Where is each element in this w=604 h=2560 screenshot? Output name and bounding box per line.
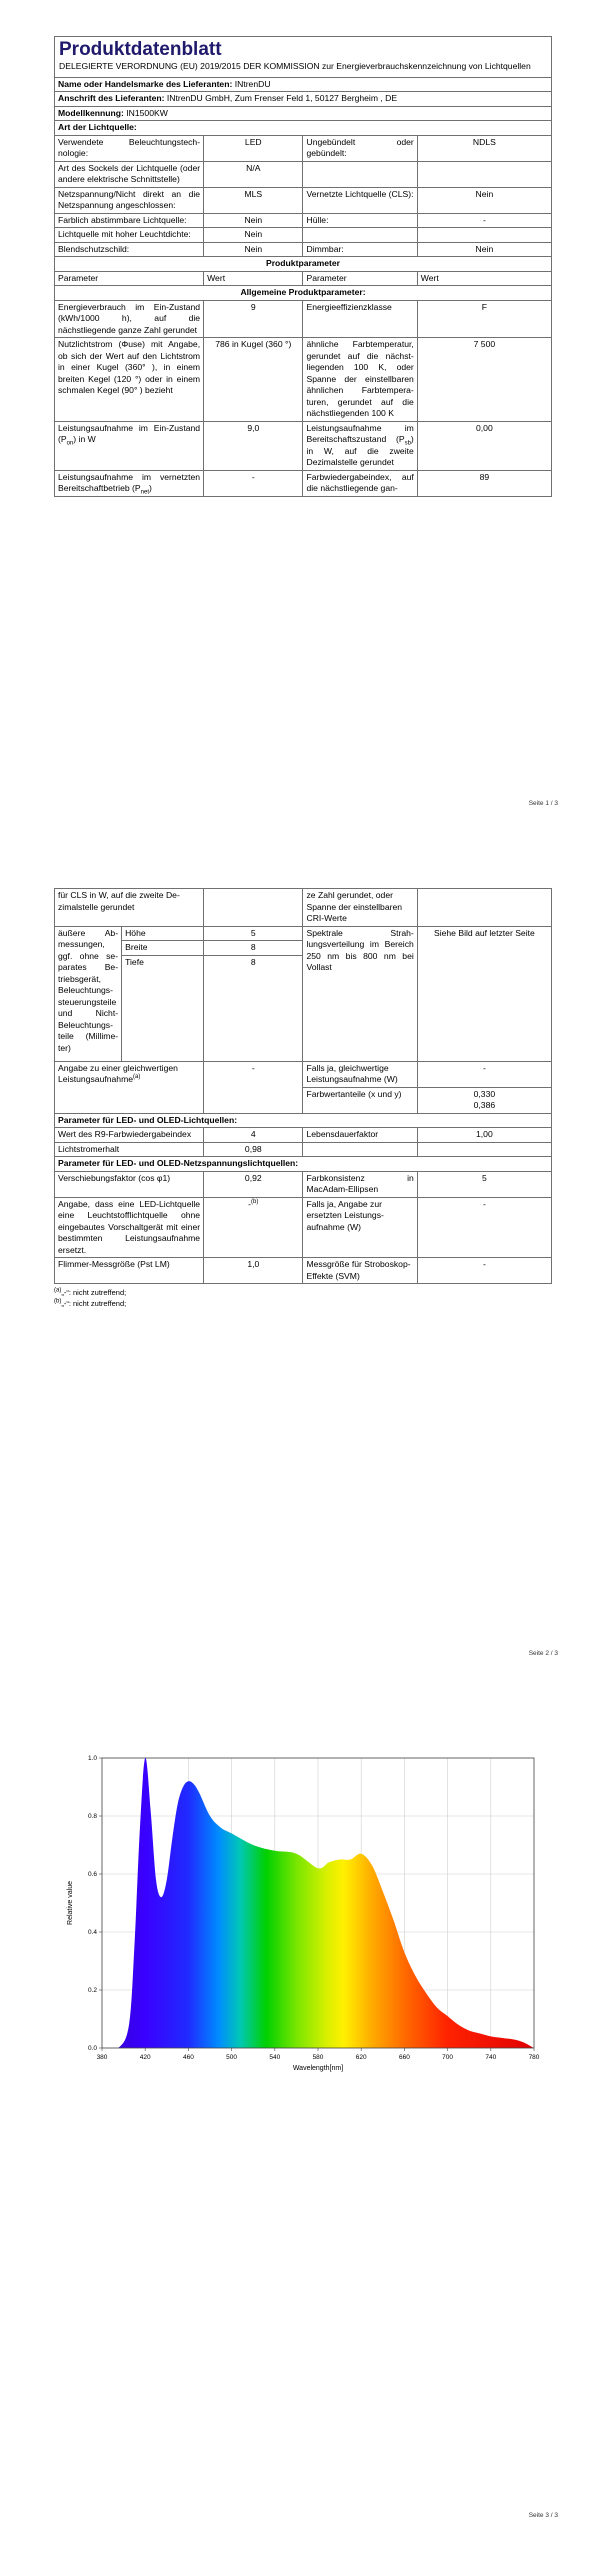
x-tick-label: 780 [528, 2054, 540, 2061]
x-tick-label: 380 [96, 2054, 108, 2061]
y-tick-label: 0.4 [87, 1929, 97, 1937]
general-label: Nutzlichtstrom (Φuse) mit Angabe, ob sich der Wert auf den Lichtstrom in einer Kugel (360° ), in einem breiten Kegel (120 °) oder in einem schmalen Kegel (90° ) bezieht [55, 338, 204, 422]
general-row [55, 300, 552, 338]
dimensions-label: äußere Abmessungen, ggf. ohne separates Betriebsgerät, Beleuchtungssteuerungsteile und Nicht-Beleuchtungsteile (Millimeter) [55, 926, 122, 1061]
equivalent-power-row [55, 1061, 552, 1087]
title-block [54, 36, 552, 77]
type-value: Nein [204, 228, 303, 243]
footnote-mark-b: (b) [54, 1298, 62, 1304]
dimension-value: 8 [204, 941, 303, 956]
type-section-row [55, 121, 552, 136]
equivalent-power-label-cell [55, 1061, 204, 1113]
type-label: Farblich abstimmbare Lichtquelle: [55, 213, 204, 228]
led-value: 0,98 [204, 1142, 303, 1157]
led-section-heading: Parameter für LED- und OLED-Lichtquellen: [55, 1113, 552, 1128]
footnote-mark-a: (a) [54, 1287, 62, 1294]
mains-label: Angabe, dass eine LED-Lichtquelle eine Leuchtstofflichtquelle ohne eingebautes Vorschaltgerät mit einer bestimmten Leistungsaufnahme ersetzt. [55, 1197, 204, 1258]
led-value: 4 [204, 1128, 303, 1143]
dimension-name: Breite [122, 941, 204, 956]
model-id: IN1500KW [126, 107, 168, 118]
x-tick-label: 660 [398, 2054, 410, 2061]
supplier-address-cell [55, 92, 552, 107]
continued-value-2 [417, 889, 551, 927]
type-value: LED [204, 135, 303, 161]
mains-row [55, 1258, 552, 1284]
column-header-value: Wert [204, 271, 303, 286]
supplier-name-label: Name oder Handelsmarke des Lieferanten: [58, 78, 233, 89]
footnote-a [54, 1288, 552, 1299]
general-section-row [55, 286, 552, 301]
y-tick-label: 0.0 [87, 2045, 97, 2053]
footnote-ref-a: (a) [133, 1074, 141, 1081]
mains-value: 0,92 [204, 1171, 303, 1197]
type-value-2: NDLS [417, 135, 551, 161]
footnote-a-text: „-“: nicht zutreffend; [61, 1288, 127, 1297]
type-row [55, 187, 552, 213]
chromaticity-values [417, 1087, 551, 1113]
general-label: Leistungsaufnahme im vernetzten Bereitschaftbetrieb $(P_{net})$ [55, 470, 204, 496]
param-section-heading: Produktparameter [55, 257, 552, 272]
model-cell [55, 106, 552, 121]
general-label: Leistungsaufnahme im Ein-Zustand $(P_{on})$ in W [55, 421, 204, 470]
mains-label-2: Farbkonsistenz in MacAdam-Ellipsen [303, 1171, 417, 1197]
general-label-2: Farbwiedergabeindex, auf die nächstliegende gan- [303, 470, 417, 496]
equivalent-power-value-2: - [417, 1061, 551, 1087]
column-header-parameter: Parameter [303, 271, 417, 286]
led-value-2 [417, 1142, 551, 1157]
type-row [55, 161, 552, 187]
type-value-2: - [417, 213, 551, 228]
led-section-row [55, 1113, 552, 1128]
type-label-2 [303, 161, 417, 187]
type-label-2: Ungebündelt oder gebündelt: [303, 135, 417, 161]
column-header-row [55, 271, 552, 286]
page-number: Seite 2 / 3 [528, 1650, 558, 1657]
led-label-2 [303, 1142, 417, 1157]
y-axis-label: Relative value [67, 1881, 74, 1925]
mains-value-2: - [417, 1197, 551, 1258]
led-row [55, 1128, 552, 1143]
page-number: Seite 3 / 3 [528, 2512, 558, 2519]
type-value: Nein [204, 213, 303, 228]
spectral-value: Siehe Bild auf letzter Seite [417, 926, 551, 1061]
y-tick-label: 1.0 [87, 1755, 97, 1763]
x-tick-label: 620 [355, 2054, 367, 2061]
spectrum-chart-svg [60, 1750, 550, 2080]
spectrum-chart [60, 1750, 550, 2080]
type-value: N/A [204, 161, 303, 187]
continued-row [55, 889, 552, 927]
mains-row [55, 1197, 552, 1258]
type-value: MLS [204, 187, 303, 213]
general-row [55, 470, 552, 496]
mains-value-2: 5 [417, 1171, 551, 1197]
x-tick-label: 460 [182, 2054, 194, 2061]
type-section-heading: Art der Lichtquelle: [55, 121, 552, 136]
general-value-2: F [417, 300, 551, 338]
type-value-2: Nein [417, 242, 551, 257]
datasheet-page-1 [54, 36, 552, 497]
x-tick-label: 420 [139, 2054, 151, 2061]
type-value: Nein [204, 242, 303, 257]
page-number: Seite 1 / 3 [528, 800, 558, 807]
x-tick-label: 580 [312, 2054, 324, 2061]
type-row [55, 228, 552, 243]
footnotes [54, 1288, 552, 1309]
led-label: Wert des R9-Farbwiedergabeindex [55, 1128, 204, 1143]
mains-value-2: - [417, 1258, 551, 1284]
dimension-value: 5 [204, 926, 303, 941]
equivalent-power-label-2: Falls ja, gleichwertige Leistungsaufnahme (W) [303, 1061, 417, 1087]
type-row [55, 213, 552, 228]
datasheet-page-2 [54, 888, 552, 1309]
dimension-value: 8 [204, 955, 303, 1061]
general-label: Energieverbrauch im Ein-Zustand (kWh/1000 h), auf die nächstliegende ganze Zahl gerundet [55, 300, 204, 338]
type-value-2 [417, 161, 551, 187]
page-title: Produktdatenblatt [59, 39, 222, 60]
mains-section-row [55, 1157, 552, 1172]
mains-label: Flimmer-Messgröße (Pst LM) [55, 1258, 204, 1284]
type-value-2: Nein [417, 187, 551, 213]
dimension-row [55, 926, 552, 941]
general-value: 9,0 [204, 421, 303, 470]
supplier-name-row [55, 77, 552, 92]
type-row [55, 242, 552, 257]
dimension-name: Tiefe [122, 955, 204, 1061]
y-tick-label: 0.2 [87, 1987, 97, 1995]
dimension-name: Höhe [122, 926, 204, 941]
chromaticity-y: 0,386 [473, 1100, 496, 1110]
column-header-parameter: Parameter [55, 271, 204, 286]
continued-value [204, 889, 303, 927]
equivalent-power-label: Angabe zu einer gleichwertigen Leistungsaufnahme [58, 1062, 178, 1084]
footnote-b [54, 1299, 552, 1310]
x-tick-label: 700 [442, 2054, 454, 2061]
datasheet-table-2 [54, 888, 552, 1284]
supplier-address-label: Anschrift des Lieferanten: [58, 93, 165, 103]
mains-row [55, 1171, 552, 1197]
mains-label: Verschiebungsfaktor (cos φ1) [55, 1171, 204, 1197]
type-value-2 [417, 228, 551, 243]
supplier-address: INtrenDU GmbH, Zum Frenser Feld 1, 50127 Bergheim , DE [166, 93, 398, 103]
type-label-2 [303, 228, 417, 243]
continued-label: für CLS in W, auf die zweite Dezimalstelle gerundet [55, 889, 204, 927]
general-value: 9 [204, 300, 303, 338]
general-row [55, 338, 552, 422]
general-label-2: Leistungsaufnahme im Bereitschaftszustand $(P_{sb})$ in W, auf die zweite Dezimalstelle gerundet [303, 421, 417, 470]
y-tick-label: 0.6 [87, 1871, 97, 1879]
x-tick-label: 740 [485, 2054, 497, 2061]
x-tick-label: 540 [269, 2054, 281, 2061]
type-label: Netzspannung/Nicht direkt an die Netzspannung angeschlossen: [55, 187, 204, 213]
x-axis-label: Wavelength[nm] [292, 2065, 344, 2072]
type-label-2: Dimmbar: [303, 242, 417, 257]
general-label-2: ähnliche Farbtemperatur, gerundet auf die nächstliegenden 100 K, oder Spanne der einstellbaren ähnlichen Farbtemperaturen, gerundet auf die nächstliegenden 100 K [303, 338, 417, 422]
supplier-name-cell [55, 77, 552, 92]
type-label-2: Hülle: [303, 213, 417, 228]
led-row [55, 1142, 552, 1157]
mains-label-2: Messgröße für Stroboskop-Effekte (SVM) [303, 1258, 417, 1284]
general-value-2: 0,00 [417, 421, 551, 470]
spectral-label: Spektrale Strahlungsverteilung im Bereich 250 nm bis 800 nm bei Vollast [303, 926, 417, 1061]
column-header-value: Wert [417, 271, 551, 286]
mains-value: 1,0 [204, 1258, 303, 1284]
general-section-heading: Allgemeine Produktparameter: [55, 286, 552, 301]
mains-label-2: Falls ja, Angabe zur ersetzten Leistungsaufnahme (W) [303, 1197, 417, 1258]
chromaticity-label: Farbwertanteile (x und y) [303, 1087, 417, 1113]
general-row [55, 421, 552, 470]
continued-label-2: ze Zahl gerundet, oder Spanne der einstellbaren CRI-Werte [303, 889, 417, 927]
type-label: Art des Sockels der Lichtquelle (oder andere elektrische Schnittstelle) [55, 161, 204, 187]
mains-section-heading: Parameter für LED- und OLED-Netzspannungslichtquellen: [55, 1157, 552, 1172]
x-tick-label: 500 [226, 2054, 238, 2061]
type-label: Blendschutzschild: [55, 242, 204, 257]
general-value-2: 89 [417, 470, 551, 496]
footnote-b-text: „-“: nicht zutreffend; [61, 1298, 127, 1308]
type-label: Verwendete Beleuchtungstechnologie: [55, 135, 204, 161]
type-label-2: Vernetzte Lichtquelle (CLS): [303, 187, 417, 213]
model-label: Modellkennung: [58, 107, 124, 118]
supplier-name: INtrenDU [234, 78, 271, 89]
chromaticity-x: 0,330 [473, 1088, 496, 1099]
general-value-2: 7 500 [417, 338, 551, 422]
type-row [55, 135, 552, 161]
led-value-2: 1,00 [417, 1128, 551, 1143]
type-label: Lichtquelle mit hoher Leuchtdichte: [55, 228, 204, 243]
model-row [55, 106, 552, 121]
general-value: - [204, 470, 303, 496]
led-label: Lichtstromerhalt [55, 1142, 204, 1157]
general-label-2: Energieeffizienzklasse [303, 300, 417, 338]
equivalent-power-value: - [204, 1061, 303, 1113]
regulation-subtitle: DELEGIERTE VERORDNUNG (EU) 2019/2015 DER KOMMISSION zur Energieverbrauchskennzeichnung von Lichtquellen [59, 61, 531, 71]
param-section-row [55, 257, 552, 272]
datasheet-table-1 [54, 77, 552, 497]
general-value: 786 in Kugel (360 °) [204, 338, 303, 422]
led-label-2: Lebensdauerfaktor [303, 1128, 417, 1143]
y-tick-label: 0.8 [87, 1813, 97, 1821]
mains-value: -$^{(b)}$ [204, 1197, 303, 1258]
supplier-address-row [55, 92, 552, 107]
